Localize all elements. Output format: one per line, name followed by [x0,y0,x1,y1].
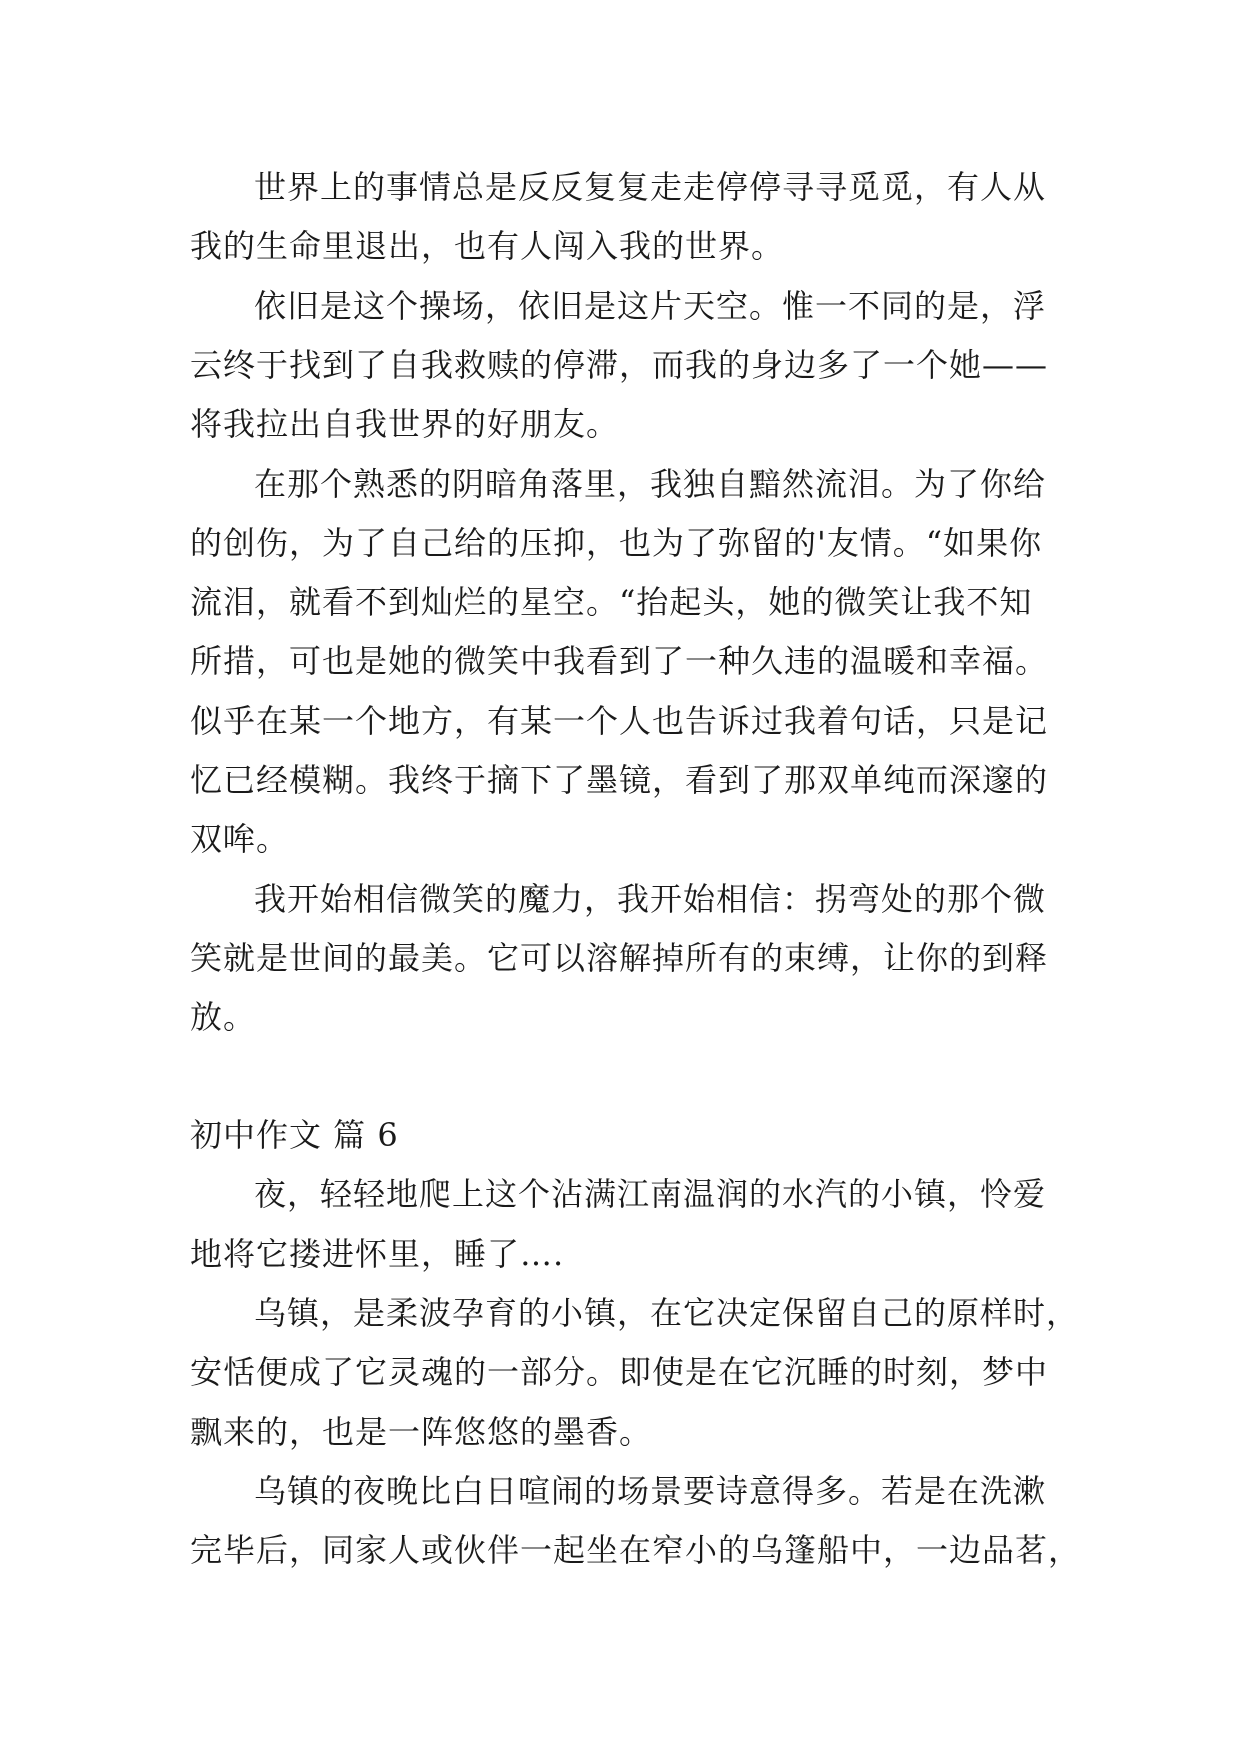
paragraph-line: 流泪，就看不到灿烂的星空。“抬起头，她的微笑让我不知 [190,583,1033,621]
paragraph-line: 忆已经模糊。我终于摘下了墨镜，看到了那双单纯而深邃的 [190,761,1049,799]
paragraph-line: 完毕后，同家人或伙伴一起坐在窄小的乌篷船中，一边品茗， [190,1531,1082,1569]
paragraph-line: 乌镇，是柔波孕育的小镇，在它决定保留自己的原样时， [254,1294,1080,1332]
paragraph-line: 将我拉出自我世界的好朋友。 [190,405,620,443]
paragraph-line: 依旧是这个操场，依旧是这片天空。惟一不同的是，浮 [254,287,1047,325]
paragraph-line: 世界上的事情总是反反复复走走停停寻寻觅觅，有人从 [254,168,1047,206]
section-heading: 初中作文 篇 6 [190,1116,399,1154]
paragraph-line: 的创伤，为了自己给的压抑，也为了弥留的'友情。“如果你 [190,524,1043,562]
paragraph-line: 安恬便成了它灵魂的一部分。即使是在它沉睡的时刻，梦中 [190,1353,1049,1391]
paragraph-line: 我开始相信微笑的魔力，我开始相信：拐弯处的那个微 [254,880,1047,918]
paragraph-line: 双哞。 [190,820,290,858]
paragraph-line: 放。 [190,998,257,1036]
paragraph-line: 笑就是世间的最美。它可以溶解掉所有的束缚，让你的到释 [190,939,1049,977]
paragraph-line: 在那个熟悉的阴暗角落里，我独自黯然流泪。为了你给 [254,465,1047,503]
paragraph-line: 飘来的，也是一阵悠悠的墨香。 [190,1413,653,1451]
paragraph-line: 所措，可也是她的微笑中我看到了一种久违的温暖和幸福。 [190,642,1049,680]
paragraph-line: 似乎在某一个地方，有某一个人也告诉过我着句话，只是记 [190,702,1049,740]
paragraph-line: 我的生命里退出，也有人闯入我的世界。 [190,227,785,265]
paragraph-line: 云终于找到了自我救赎的停滞，而我的身边多了一个她—— [190,346,1049,384]
paragraph-line: 地将它搂进怀里，睡了…. [190,1235,565,1273]
paragraph-line: 乌镇的夜晚比白日喧闹的场景要诗意得多。若是在洗漱 [254,1472,1047,1510]
paragraph-line: 夜，轻轻地爬上这个沾满江南温润的水汽的小镇，怜爱 [254,1175,1047,1213]
